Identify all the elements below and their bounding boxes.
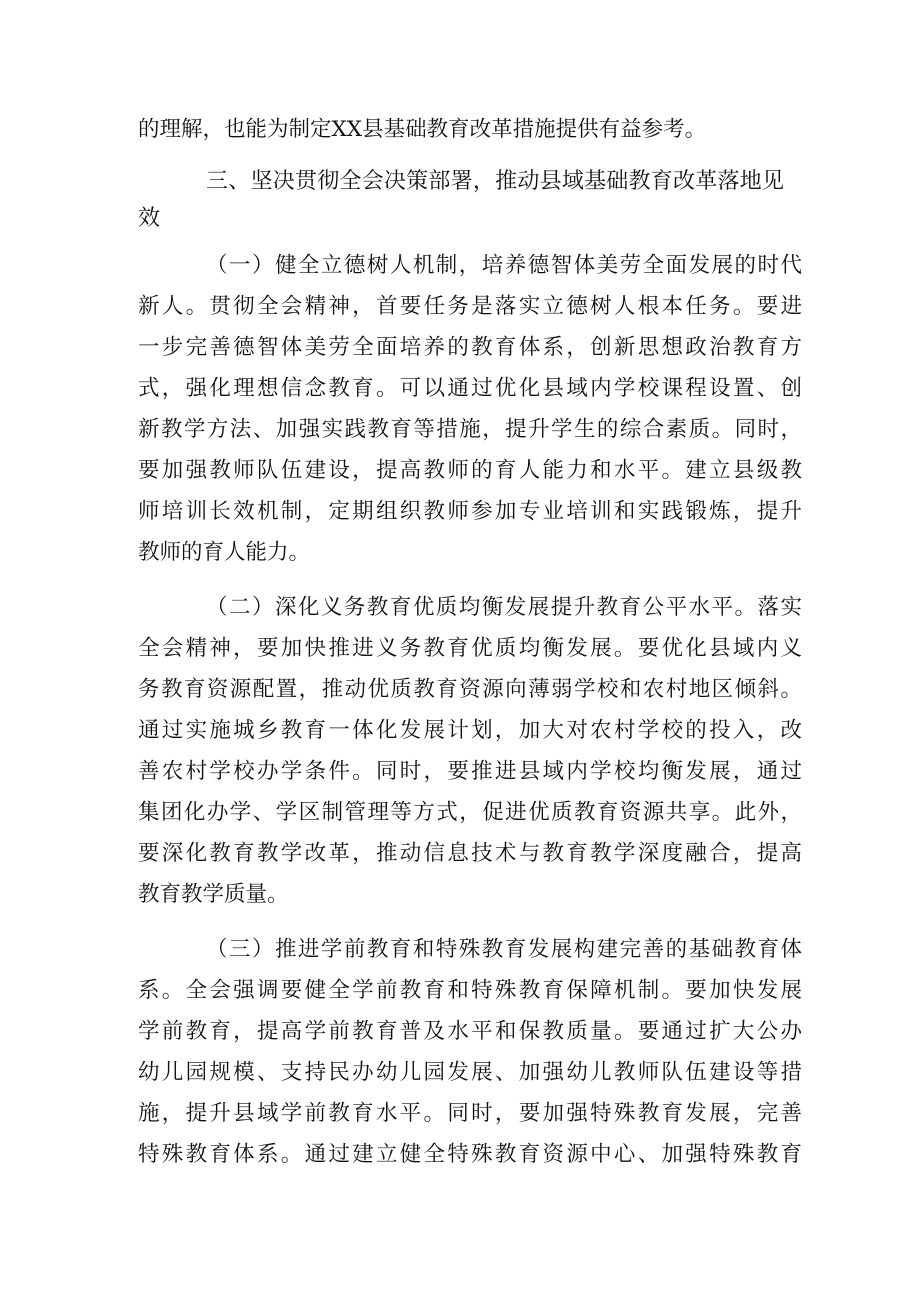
paragraph-line: 教师的育人能力。: [138, 540, 311, 565]
paragraph-line: 集团化办学、学区制管理等方式，促进优质教育资源共享。此外，: [138, 800, 802, 825]
paragraph-line: 要深化教育教学改革，推动信息技术与教育教学深度融合，提高: [138, 841, 802, 866]
paragraph-line: 教育教学质量。: [138, 882, 289, 907]
paragraph-line: 通过实施城乡教育一体化发展计划，加大对农村学校的投入，改: [138, 718, 802, 743]
paragraph-line: （三）推进学前教育和特殊教育发展构建完善的基础教育体: [206, 937, 802, 962]
paragraph-line: 幼儿园规模、支持民办幼儿园发展、加强幼儿教师队伍建设等措: [138, 1060, 802, 1085]
paragraph-line: 新人。贯彻全会精神，首要任务是落实立德树人根本任务。要进: [138, 294, 802, 319]
paragraph-line: 善农村学校办学条件。同时，要推进县域内学校均衡发展，通过: [138, 759, 802, 784]
paragraph-line: 全会精神，要加快推进义务教育优质均衡发展。要优化县域内义: [138, 636, 802, 661]
paragraph-line: 要加强教师队伍建设，提高教师的育人能力和水平。建立县级教: [138, 458, 802, 483]
paragraph-line: 的理解，也能为制定XX县基础教育改革措施提供有益参考。: [138, 117, 707, 142]
paragraph-line: 特殊教育体系。通过建立健全特殊教育资源中心、加强特殊教育: [138, 1142, 802, 1167]
paragraph-line: （一）健全立德树人机制，培养德智体美劳全面发展的时代: [206, 253, 802, 278]
paragraph-line: 一步完善德智体美劳全面培养的教育体系，创新思想政治教育方: [138, 335, 802, 360]
section-heading-line: 三、坚决贯彻全会决策部署，推动县域基础教育改革落地见: [206, 169, 784, 194]
paragraph-line: 学前教育，提高学前教育普及水平和保教质量。要通过扩大公办: [138, 1019, 802, 1044]
paragraph-line: 师培训长效机制，定期组织教师参加专业培训和实践锻炼，提升: [138, 499, 802, 524]
paragraph-line: 系。全会强调要健全学前教育和特殊教育保障机制。要加快发展: [138, 978, 802, 1003]
section-heading-line: 效: [138, 206, 161, 231]
paragraph-line: 务教育资源配置，推动优质教育资源向薄弱学校和农村地区倾斜。: [138, 677, 802, 702]
paragraph-line: 新教学方法、加强实践教育等措施，提升学生的综合素质。同时，: [138, 417, 802, 442]
paragraph-line: 施，提升县域学前教育水平。同时，要加强特殊教育发展，完善: [138, 1101, 802, 1126]
paragraph-line: （二）深化义务教育优质均衡发展提升教育公平水平。落实: [206, 595, 802, 620]
paragraph-line: 式，强化理想信念教育。可以通过优化县域内学校课程设置、创: [138, 376, 802, 401]
